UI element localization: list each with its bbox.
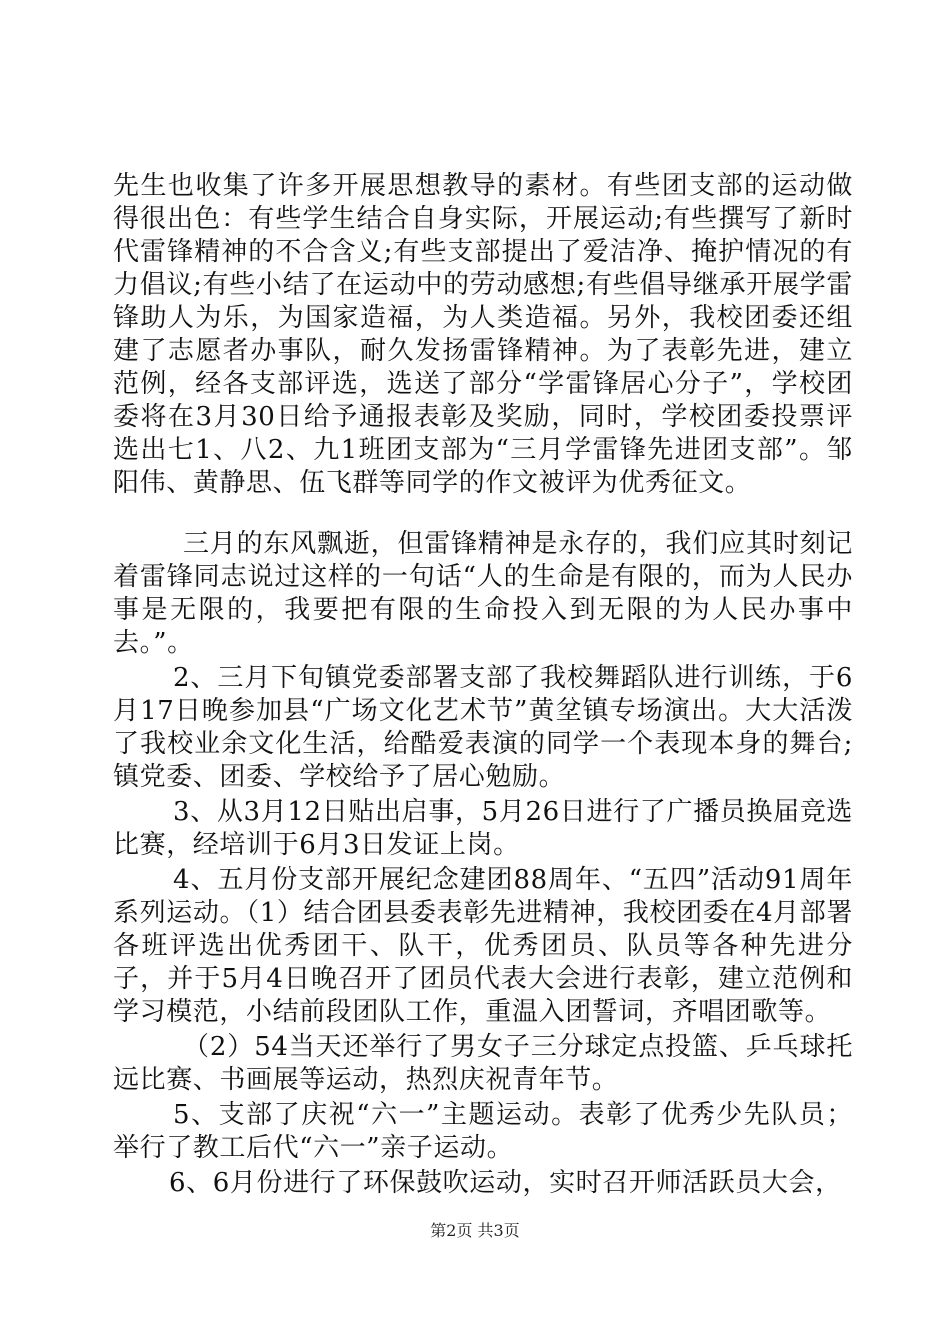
document-body [113,170,853,1200]
paragraph-item-4-sports: （2）54当天还举行了男女子三分球定点投篮、乒乓球托远比赛、书画展等运动，热烈庆祝青年节。 [113,1032,853,1095]
paragraph-item-2-dance-team: 2、三月下旬镇党委部署支部了我校舞蹈队进行训练，于6月17日晚参加县“广场文化艺术节”黄坌镇专场演出。大大活泼了我校业余文化生活，给酷爱表演的同学一个表现本身的舞台;镇党委、团委、学校给予了居心勉励。 [113,663,853,792]
paragraph-item-6-environment: 6、6月份进行了环保鼓吹运动，实时召开师活跃员大会， [169,1168,842,1198]
paragraph-leifeng-summary: 先生也收集了许多开展思想教导的素材。有些团支部的运动做得很出色：有些学生结合自身实际，开展运动;有些撰写了新时代雷锋精神的不合含义;有些支部提出了爱洁净、掩护情况的有力倡议;有些小结了在运动中的劳动感想;有些倡导继承开展学雷锋助人为乐，为国家造福，为人类造福。另外，我校团委还组建了志愿者办事队，耐久发扬雷锋精神。为了表彰先进，建立范例，经各支部评选，选送了部分“学雷锋居心分子”，学校团委将在3月30日给予通报表彰及奖励，同时，学校团委投票评选出七1、八2、九1班团支部为“三月学雷锋先进团支部”。邹阳伟、黄静思、伍飞群等同学的作文被评为优秀征文。 [113,171,853,498]
page-footer: 第2页 共3页 [430,1221,520,1240]
paragraph-item-4-youth-league: 4、五月份支部开展纪念建团88周年、“五四”活动91周年系列运动。（1）结合团县委表彰先进精神，我校团委在4月部署各班评选出优秀团干、队干，优秀团员、队员等各种先进分子，并于5月4日晚召开了团员代表大会进行表彰，建立范例和学习模范，小结前段团队工作，重温入团誓词，齐唱团歌等。 [113,865,853,1027]
paragraph-item-3-broadcaster: 3、从3月12日贴出启事，5月26日进行了广播员换届竞选比赛，经培训于6月3日发证上岗。 [113,797,853,860]
paragraph-item-5-childrens-day: 5、支部了庆祝“六一”主题运动。表彰了优秀少先队员；举行了教工后代“六一”亲子运动。 [113,1100,853,1163]
paragraph-leifeng-spirit: 三月的东风飘逝，但雷锋精神是永存的，我们应其时刻记着雷锋同志说过这样的一句话“人的生命是有限的，而为人民办事是无限的，我要把有限的生命投入到无限的为人民办事中去。”。 [113,529,853,658]
